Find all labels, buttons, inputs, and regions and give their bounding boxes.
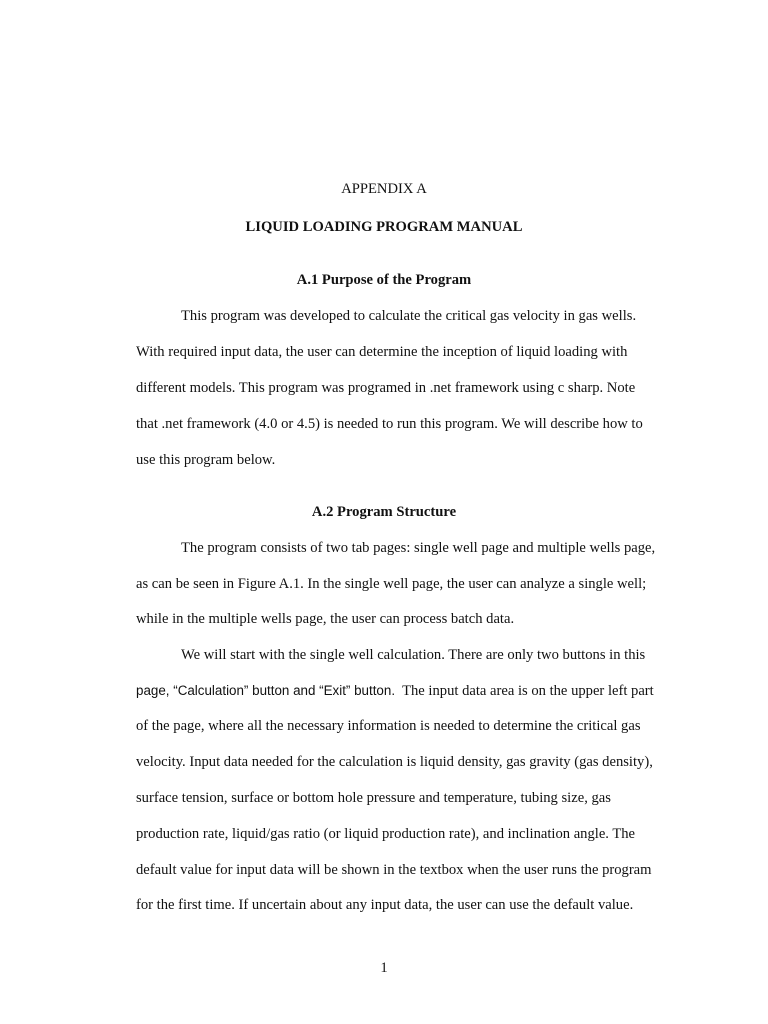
section-a1-line-3: different models. This program was programed in .net framework using c sharp. Note (136, 380, 636, 396)
section-a1-line-4: that .net framework (4.0 or 4.5) is needed to run this program. We will describe how to (136, 416, 643, 432)
section-a1-line-1: This program was developed to calculate the critical gas velocity in gas wells. (181, 308, 637, 324)
section-a2-p2-line-2-serif: The input data area is on the upper left part (395, 683, 654, 699)
section-a2-p2-line-7: default value for input data will be shown in the textbox when the user runs the program (136, 862, 652, 878)
section-a2-p2-line-6: production rate, liquid/gas ratio (or liquid production rate), and inclination angle. The (136, 826, 636, 842)
section-a2-p2-line-8: for the first time. If uncertain about any input data, the user can use the default value. (136, 897, 634, 913)
section-a2-p2-line-5: surface tension, surface or bottom hole pressure and temperature, tubing size, gas (136, 790, 611, 806)
section-a2-heading: A.2 Program Structure (311, 504, 457, 520)
section-a2-p1-line-2: as can be seen in Figure A.1. In the single well page, the user can analyze a single well; (136, 576, 647, 592)
section-a1-line-5: use this program below. (136, 452, 276, 468)
section-a2-p2-line-3: of the page, where all the necessary information is needed to determine the critical gas (136, 718, 641, 734)
section-a2-p2-line-2-sans: page, “Calculation” button and “Exit” button. (136, 683, 396, 698)
document-title: LIQUID LOADING PROGRAM MANUAL (245, 219, 523, 235)
section-a2-p1-line-3: while in the multiple wells page, the user can process batch data. (136, 611, 515, 627)
section-a2-p2-line-1: We will start with the single well calculation. There are only two buttons in this (181, 647, 646, 663)
section-a2-p2-line-4: velocity. Input data needed for the calculation is liquid density, gas gravity (gas density), (136, 754, 653, 770)
appendix-label: APPENDIX A (341, 181, 427, 197)
section-a1-heading: A.1 Purpose of the Program (296, 272, 472, 288)
page-number: 1 (380, 960, 388, 976)
section-a2-p2-line-2 (136, 683, 676, 700)
section-a1-line-2: With required input data, the user can determine the inception of liquid loading with (136, 344, 628, 360)
section-a2-p1-line-1: The program consists of two tab pages: single well page and multiple wells page, (181, 540, 656, 556)
